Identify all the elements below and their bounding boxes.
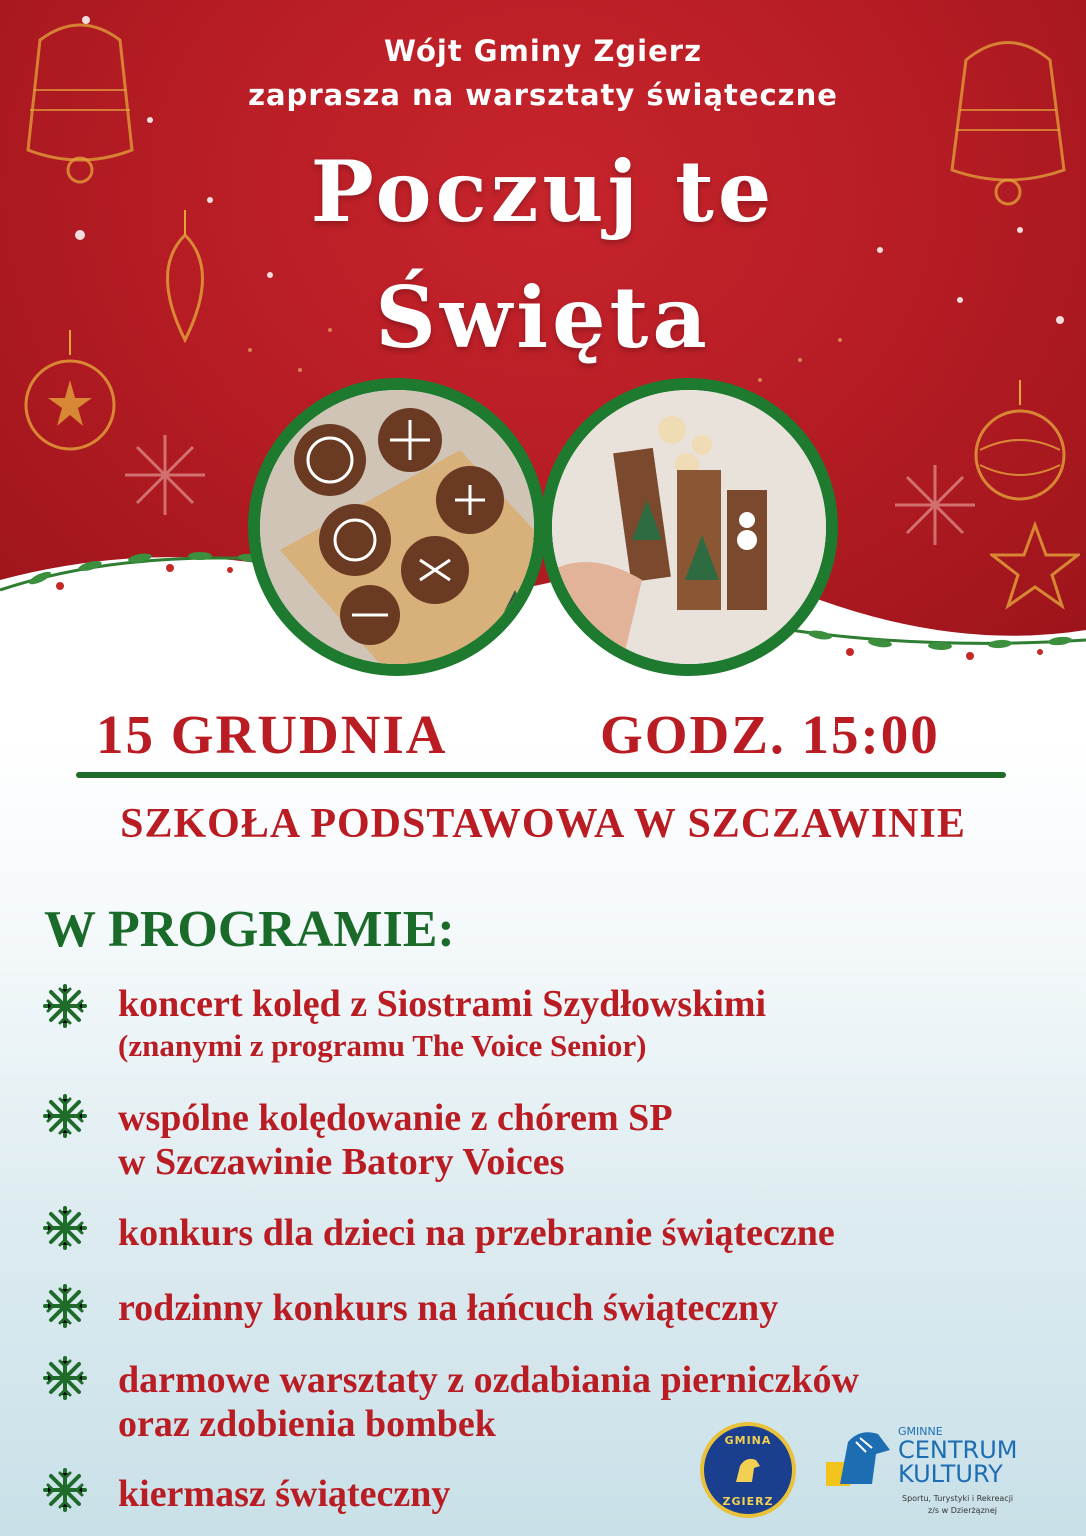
gmina-logo-top-text: GMINA <box>724 1434 772 1447</box>
invite-line-2: zaprasza na warsztaty świąteczne <box>248 78 838 112</box>
program-item-main: darmowe warsztaty z ozdabiania pierniczków <box>118 1359 859 1401</box>
program-item-1 <box>118 982 766 1066</box>
program-item-2 <box>118 1096 673 1184</box>
ck-line-3: KULTURY <box>898 1460 1003 1488</box>
snowflake-icon <box>42 1355 88 1401</box>
program-item-4 <box>118 1286 778 1330</box>
program-item-main: kiermasz świąteczny <box>118 1473 451 1515</box>
snowflake-icon <box>42 983 88 1029</box>
gmina-zgierz-logo <box>700 1422 796 1518</box>
horse-icon <box>730 1452 766 1488</box>
invite-line-1: Wójt Gminy Zgierz <box>384 34 702 68</box>
horse-head-icon <box>826 1428 892 1486</box>
program-item-3 <box>118 1211 835 1255</box>
program-item-main: konkurs dla dzieci na przebranie świąteczne <box>118 1212 835 1254</box>
gmina-logo-bottom-text: ZGIERZ <box>722 1495 774 1508</box>
snowflake-icon <box>42 1283 88 1329</box>
program-item-sub: oraz zdobienia bombek <box>118 1403 496 1445</box>
program-item-sub: (znanymi z programu The Voice Senior) <box>118 1028 647 1063</box>
event-venue: SZKOŁA PODSTAWOWA W SZCZAWINIE <box>120 801 966 847</box>
snowflake-icon <box>42 1205 88 1251</box>
ck-line-4: Sportu, Turystyki i Rekreacji <box>902 1494 1014 1503</box>
snowflake-icon <box>42 1467 88 1513</box>
ck-line-1: GMINNE <box>898 1425 943 1438</box>
program-item-main: koncert kolęd z Siostrami Szydłowskimi <box>118 983 767 1025</box>
event-time: GODZ. 15:00 <box>600 704 940 765</box>
ck-line-5: z/s w Dzierżąznej <box>928 1506 997 1515</box>
program-item-6 <box>118 1472 450 1516</box>
gingerbread-cookies-photo <box>248 378 546 676</box>
program-heading: W PROGRAMIE: <box>44 901 455 958</box>
program-item-main: rodzinny konkurs na łańcuch świąteczny <box>118 1287 779 1329</box>
title-line-1: Poczuj te <box>310 142 776 241</box>
event-date: 15 GRUDNIA <box>96 704 448 765</box>
title-line-2: Święta <box>375 268 711 367</box>
program-item-main: wspólne kolędowanie z chórem SP <box>118 1097 673 1139</box>
ck-line-2: CENTRUM <box>898 1436 1018 1464</box>
divider-line <box>76 772 1006 778</box>
program-item-sub: w Szczawinie Batory Voices <box>118 1141 565 1183</box>
snowflake-icon <box>42 1093 88 1139</box>
painted-wooden-ornaments-photo <box>540 378 838 676</box>
